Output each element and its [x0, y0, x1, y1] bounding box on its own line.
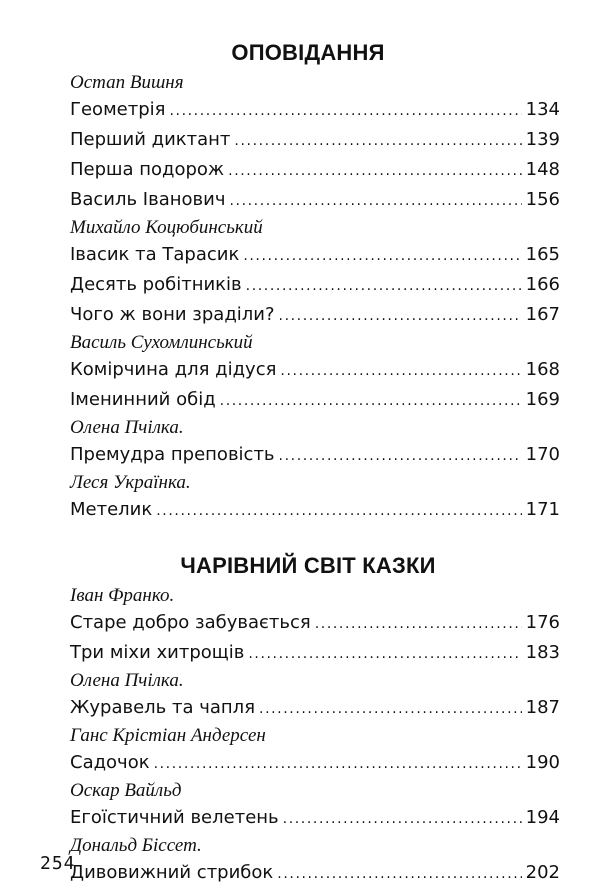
- entry-title: Геометрія: [70, 99, 166, 120]
- toc-entry[interactable]: [70, 95, 560, 125]
- toc-entry[interactable]: [70, 748, 560, 778]
- author-group: [70, 668, 560, 723]
- toc-entry[interactable]: [70, 155, 560, 185]
- toc-entry[interactable]: [70, 185, 560, 215]
- dot-leader: [277, 859, 521, 889]
- entry-page-number: 134: [525, 99, 560, 120]
- entry-page-number: 139: [525, 129, 560, 150]
- toc-entry[interactable]: [70, 355, 560, 385]
- entry-title: Чого ж вони зраділи?: [70, 304, 275, 325]
- dot-leader: [169, 96, 521, 126]
- table-of-contents: [70, 38, 560, 888]
- dot-leader: [234, 126, 521, 156]
- author-group: [70, 215, 560, 330]
- toc-entry[interactable]: [70, 385, 560, 415]
- dot-leader: [220, 386, 522, 416]
- entry-page-number: 187: [525, 697, 560, 718]
- dot-leader: [259, 694, 522, 724]
- toc-entry[interactable]: [70, 240, 560, 270]
- dot-leader: [228, 156, 521, 186]
- dot-leader: [246, 271, 522, 301]
- dot-leader: [229, 186, 521, 216]
- entry-title: Десять робітників: [70, 274, 242, 295]
- entry-page-number: 176: [525, 612, 560, 633]
- author-name: Олена Пчілка.: [70, 670, 184, 691]
- dot-leader: [280, 356, 521, 386]
- entry-page-number: 169: [525, 389, 560, 410]
- page-number: 254: [40, 853, 76, 874]
- author-group: [70, 70, 560, 215]
- author-group: [70, 833, 560, 888]
- toc-entry[interactable]: [70, 300, 560, 330]
- toc-entry[interactable]: [70, 495, 560, 525]
- entry-title: Перша подорож: [70, 159, 225, 180]
- author-name: Михайло Коцюбинський: [70, 217, 263, 238]
- entry-title: Журавель та чапля: [70, 697, 256, 718]
- dot-leader: [248, 639, 521, 669]
- toc-entry[interactable]: [70, 270, 560, 300]
- section-fairy-tales: [70, 551, 560, 888]
- entry-page-number: 190: [525, 752, 560, 773]
- author-group: [70, 330, 560, 415]
- author-name: Леся Українка.: [70, 472, 191, 493]
- dot-leader: [156, 496, 521, 526]
- toc-entry[interactable]: [70, 608, 560, 638]
- entry-page-number: 194: [525, 807, 560, 828]
- entry-page-number: 168: [525, 359, 560, 380]
- dot-leader: [154, 749, 522, 779]
- entry-title: Іменинний обід: [70, 389, 216, 410]
- toc-entry[interactable]: [70, 858, 560, 888]
- section-title: ЧАРІВНИЙ СВІТ КАЗКИ: [180, 553, 436, 578]
- author-name: Остап Вишня: [70, 72, 184, 93]
- dot-leader: [315, 609, 522, 639]
- entry-title: Старе добро забувається: [70, 612, 311, 633]
- author-name: Ганс Крістіан Андерсен: [70, 725, 266, 746]
- author-group: [70, 470, 560, 525]
- section-title: ОПОВІДАННЯ: [231, 40, 385, 65]
- dot-leader: [279, 441, 522, 471]
- author-name: Оскар Вайльд: [70, 780, 182, 801]
- toc-entry[interactable]: [70, 125, 560, 155]
- author-group: [70, 583, 560, 668]
- toc-entry[interactable]: [70, 638, 560, 668]
- entry-title: Садочок: [70, 752, 150, 773]
- entry-page-number: 202: [525, 862, 560, 883]
- entry-page-number: 171: [525, 499, 560, 520]
- entry-page-number: 165: [525, 244, 560, 265]
- toc-entry[interactable]: [70, 440, 560, 470]
- author-group: [70, 723, 560, 778]
- author-group: [70, 415, 560, 470]
- entry-title: Три міхи хитрощів: [70, 642, 245, 663]
- dot-leader: [283, 804, 522, 834]
- entry-title: Дивовижний стрибок: [70, 862, 274, 883]
- entry-title: Комірчина для дідуся: [70, 359, 277, 380]
- entry-page-number: 166: [525, 274, 560, 295]
- section-stories: [70, 38, 560, 525]
- toc-entry[interactable]: [70, 803, 560, 833]
- entry-title: Івасик та Тарасик: [70, 244, 240, 265]
- author-name: Дональд Біссет.: [70, 835, 202, 856]
- entry-page-number: 148: [525, 159, 560, 180]
- author-name: Іван Франко.: [70, 585, 175, 606]
- toc-entry[interactable]: [70, 693, 560, 723]
- author-group: [70, 778, 560, 833]
- entry-page-number: 183: [525, 642, 560, 663]
- entry-title: Метелик: [70, 499, 153, 520]
- author-name: Олена Пчілка.: [70, 417, 184, 438]
- entry-title: Премудра преповість: [70, 444, 275, 465]
- entry-title: Василь Іванович: [70, 189, 226, 210]
- dot-leader: [243, 241, 521, 271]
- author-name: Василь Сухомлинський: [70, 332, 253, 353]
- entry-page-number: 170: [525, 444, 560, 465]
- entry-page-number: 167: [525, 304, 560, 325]
- entry-title: Егоїстичний велетень: [70, 807, 279, 828]
- entry-page-number: 156: [525, 189, 560, 210]
- dot-leader: [279, 301, 522, 331]
- entry-title: Перший диктант: [70, 129, 231, 150]
